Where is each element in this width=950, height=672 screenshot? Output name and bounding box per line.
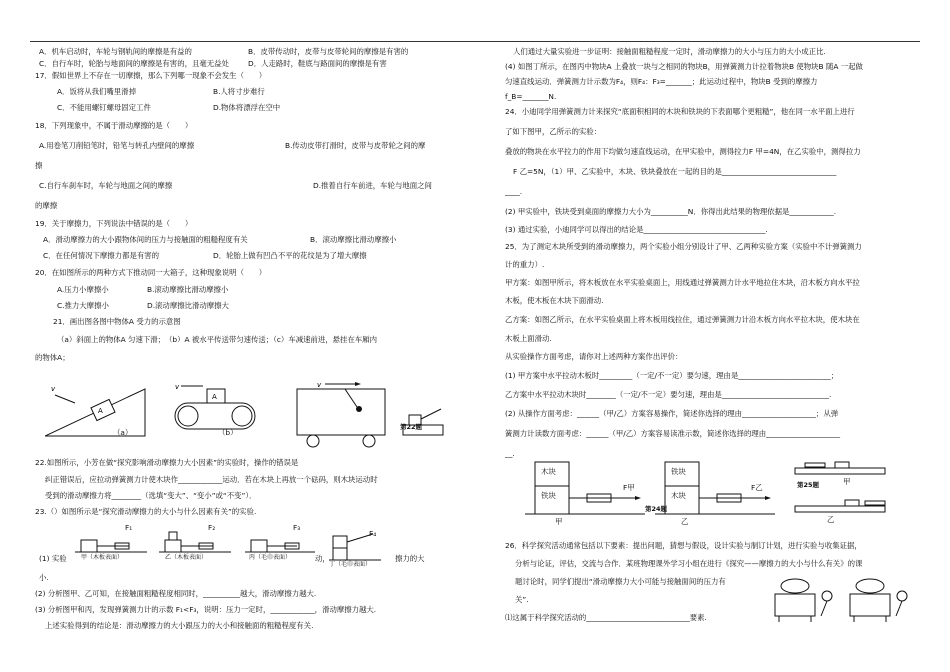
q23-part2: (2) 分析图甲、乙可知，在接触面粗糙程度相同时，__________越大，滑动摩擦力越大. <box>35 589 317 598</box>
q23-part1-c: 擦力的大 <box>395 554 425 563</box>
q19-option-b: B．滚动摩擦比滑动摩擦小 <box>310 235 397 244</box>
q18-option-d-cont: 的摩擦 <box>35 201 58 210</box>
q18-option-b-cont: 擦 <box>35 161 43 170</box>
q24-q25-figures <box>525 458 905 538</box>
svg-text:v: v <box>51 385 56 393</box>
fig22-label: 第22题 <box>400 423 423 431</box>
q26-line2: 分析与论证，评估，交流与合作．某班物理课外学习小组在进行《探究——摩擦力的大小与什么有关》的课 <box>515 559 863 568</box>
q25-plan-yi: 乙方案：如图乙所示，在水平实验桌面上将木板用线拉住，通过弹簧测力计沿木板方向水平拉木块，使木块在 <box>505 315 860 324</box>
svg-text:v: v <box>317 381 322 389</box>
fig24-mukuai-yi: 木块 <box>671 491 686 500</box>
q21-description-cont: 的物体A； <box>35 353 70 362</box>
r-line2: (4) 如图丁所示，在图丙中物块A 上叠放一块与之相同的物块B，用弹簧测力计拉着物块B 使物块B 随A 一起做 <box>505 62 863 71</box>
q23-part3: (3) 分析图甲和丙，发现弹簧测力计的示数 F₁<F₃，说明：压力一定时，____________，滑动摩擦力越大. <box>35 605 377 614</box>
f3-label: F₃ <box>293 523 301 532</box>
q16-option-b: B．皮带传动时，皮带与皮带轮间的摩擦是有害的 <box>248 47 409 56</box>
q23-fig-jia <box>75 540 147 552</box>
r-line4: f_B=_______N. <box>505 92 557 101</box>
q25-evaluate: 从实验操作方面考虑，请你对上述两种方案作出评价： <box>505 352 683 361</box>
q22-line3: 受到的滑动摩擦力将________（选填“变大”、“变小”或“不变”）． <box>45 491 257 500</box>
q23-part1-d: 小. <box>39 573 49 582</box>
r-line3: 匀速直线运动．弹簧测力计示数为F₄，则F₄：F₃=_______；此运动过程中，物块B 受到的摩擦力 <box>505 77 818 86</box>
q25-part1: (1) 甲方案中水平拉动木板时_________（一定/不一定）要匀速，理由是_________________________； <box>505 371 839 380</box>
q23-fig-bing <box>245 540 315 552</box>
q22-line2: 纠正错误后，应拉动弹簧测力计使木块作____________运动．若在木块上再放一个砝码，则木块运动时 <box>45 475 378 484</box>
q25-stem: 25．为了测定木块所受到的滑动摩擦力，两个实验小组分别设计了甲、乙两种实验方案（实验中不计弹簧测力 <box>505 242 862 251</box>
q18-option-c: C.自行车刹车时，车轮与地面之间的摩擦 <box>39 181 173 190</box>
f4-label: F₄ <box>369 529 377 538</box>
f2-label: F₂ <box>208 523 216 532</box>
svg-text:A: A <box>212 393 217 401</box>
q23-fig-yi <box>159 532 231 552</box>
q26-part1: ⑴这属于科学探究活动的____________________________要素. <box>505 613 707 622</box>
q25-line2: 计的重力）. <box>505 260 545 269</box>
q20-option-d: D.滚动摩擦比滑动摩擦大 <box>147 301 229 310</box>
q20-option-a: A.压力小摩擦小 <box>57 285 109 294</box>
q24-line5: ____. <box>505 187 523 196</box>
q17-option-d: D.物体将漂浮在空中 <box>213 103 281 112</box>
q23-part1-b: 动， <box>315 554 330 563</box>
q24-line4: F 乙=5N，（1）甲、乙实验中，木块、铁块叠放在一起的目的是_______________________________ <box>513 167 837 176</box>
q25-part2-cont: 簧测力计读数方面考虑：______（甲/乙）方案容易读准示数，简述你选择的理由____________________ <box>505 429 841 438</box>
fig24-yi-caption: 乙 <box>681 517 689 526</box>
conveyor-figure <box>175 383 255 429</box>
q16-option-d: D．人走路时，鞋底与路面间的摩擦是有害 <box>248 59 387 68</box>
fig24-f-yi: F乙 <box>751 483 763 492</box>
q21-stem: 21．画出图各图中物体A 受力的示意图 <box>53 317 181 326</box>
q16-option-c: C．自行车时，轮胎与地面间的摩擦是有害的，且毫无益处 <box>39 59 229 68</box>
fig24-tiekuai-yi: 铁块 <box>671 467 686 476</box>
q16-option-a: A．机车启动时，车轮与钢轨间的摩擦是有益的 <box>39 47 192 56</box>
svg-text:v: v <box>175 383 180 391</box>
q19-stem: 19．关于摩擦力，下列说法中错误的是（ ） <box>35 219 193 228</box>
q26-stem: 26．科学探究活动通常包括以下要素：提出问题，猜想与假设，设计实验与制订计划，进行实验与收集证据， <box>505 541 862 550</box>
fig24-jia-caption: 甲 <box>555 517 563 526</box>
q22-figure <box>403 409 443 435</box>
q18-option-b: B.传动皮带打滑时，皮带与皮带轮之间的摩 <box>285 141 426 150</box>
top-rule <box>30 41 920 42</box>
q24-stem: 24．小迪同学用弹簧测力计来探究“底面积相同的木块和铁块的下表面哪个更粗糙”，他在同一水平面上进行 <box>505 107 855 116</box>
q18-option-d: D.推着自行车前进，车轮与地面之间 <box>313 181 432 190</box>
q21-figures <box>45 381 445 461</box>
car-figure <box>297 381 385 447</box>
q17-stem: 17．假如世界上不存在一切摩擦，那么下列哪一现象不会发生（ ） <box>35 71 267 80</box>
fig24-caption: 第24题 <box>645 505 668 513</box>
q23-part1: (1) 实验 <box>39 554 67 563</box>
q17-option-b: B.人将寸步难行 <box>213 87 265 96</box>
r-line1: 人们通过大量实验进一步证明：接触面粗糙程度一定时，滑动摩擦力的大小与压力的大小成正比. <box>513 47 826 56</box>
q20-option-c: C.推力大摩擦小 <box>57 301 109 310</box>
q26-cartoon <box>765 576 915 624</box>
q17-option-c: C．不能用螺钉螺母固定工件 <box>57 103 151 112</box>
fig25-yi-caption: 乙 <box>827 515 835 524</box>
q19-option-d: D．轮胎上做有凹凸不平的花纹是为了增大摩擦 <box>213 251 367 260</box>
q25-part2-end: __. <box>505 449 515 458</box>
q25-plan-yi-cont: 木板上面滑动. <box>505 334 552 343</box>
q24-part3: (3) 通过实验，小迪同学可以得出的结论是_________________________________. <box>505 225 768 234</box>
fig-b-label: （b） <box>218 428 238 437</box>
fig23-ding-caption: 丁（毛巾表面） <box>329 561 372 568</box>
q25-plan-jia-cont: 木板，使木板在木块下面滑动. <box>505 296 604 305</box>
fig23-yi-caption: 乙（木板表面） <box>165 554 208 561</box>
q25-plan-jia: 甲方案：如图甲所示，将木板放在水平实验桌面上，用线通过弹簧测力计水平地拉住木块，沿木板方向水平拉 <box>505 278 860 287</box>
q17-option-a: A．饭将从我们嘴里滑掉 <box>57 87 136 96</box>
q26-line4: 关”. <box>515 595 529 604</box>
q24-line2: 了如下图甲，乙所示的实验： <box>505 127 602 136</box>
q18-stem: 18．下列现象中，不属于滑动摩擦的是（ ） <box>35 121 193 130</box>
fig25-caption: 第25题 <box>797 481 820 489</box>
q19-option-a: A．滑动摩擦力的大小跟物体间的压力与接触面的粗糙程度有关 <box>43 235 248 244</box>
fig23-jia-caption: 甲（木板表面） <box>81 554 124 561</box>
q25-part2: (2) 从操作方面考虑：______（甲/乙）方案容易操作，简述你选择的理由____________________；从弹 <box>505 409 839 418</box>
fig24-mukuai-jia: 木块 <box>541 467 556 476</box>
q19-option-c: C．在任何情况下摩擦力都是有害的 <box>43 251 160 260</box>
q23-stem: 23.（）如图所示是“探究滑动摩擦力的大小与什么因素有关”的实验. <box>35 507 257 516</box>
fig24-tiekuai-jia: 铁块 <box>541 491 556 500</box>
q26-line3: 题讨论时，同学们提出“滑动摩擦力大小可能与接触面间的压力有 <box>515 577 726 586</box>
fig-a-label: （a） <box>113 428 133 437</box>
f1-label: F₁ <box>125 523 133 532</box>
fig24-f-jia: F甲 <box>623 483 635 492</box>
q24-line3: 叠放的物块在水平拉力的作用下均做匀速直线运动，在甲实验中，测得拉力F 甲=4N，在乙实验中，测得拉力 <box>505 147 861 156</box>
svg-text:A: A <box>98 407 103 415</box>
q22-stem: 22.如图所示，小芳在做“探究影响滑动摩擦力大小因素”的实验时，操作的错误是 <box>35 458 299 467</box>
q18-option-a: A.用卷笔刀削铅笔时，铅笔与转孔内壁间的摩擦 <box>39 141 195 150</box>
q20-option-b: B.滚动摩擦比滑动摩擦小 <box>147 285 229 294</box>
q21-description: （a）斜面上的物体A 匀速下滑； （b）A 被水平传送带匀速传送；（c）车减速前进，悬挂在车厢内 <box>57 335 378 344</box>
q25-part1b: 乙方案中水平拉动木块时________（一定/不一定）要匀速，理由是_____________________________. <box>505 390 832 399</box>
q20-stem: 20．在如图所示的两种方式下推动同一大箱子，这种现象说明（ ） <box>35 268 267 277</box>
q24-part2: (2) 甲实验中，铁块受到桌面的摩擦力大小为__________N．你得出此结果的物理依据是____________. <box>505 207 837 216</box>
fig25-jia-caption: 甲 <box>843 477 851 486</box>
fig23-bing-caption: 丙（毛巾表面） <box>249 554 292 561</box>
q23-conclusion: 上述实验得到的结论是：滑动摩擦力的大小跟压力的大小和接触面的粗糙程度有关. <box>45 621 314 630</box>
